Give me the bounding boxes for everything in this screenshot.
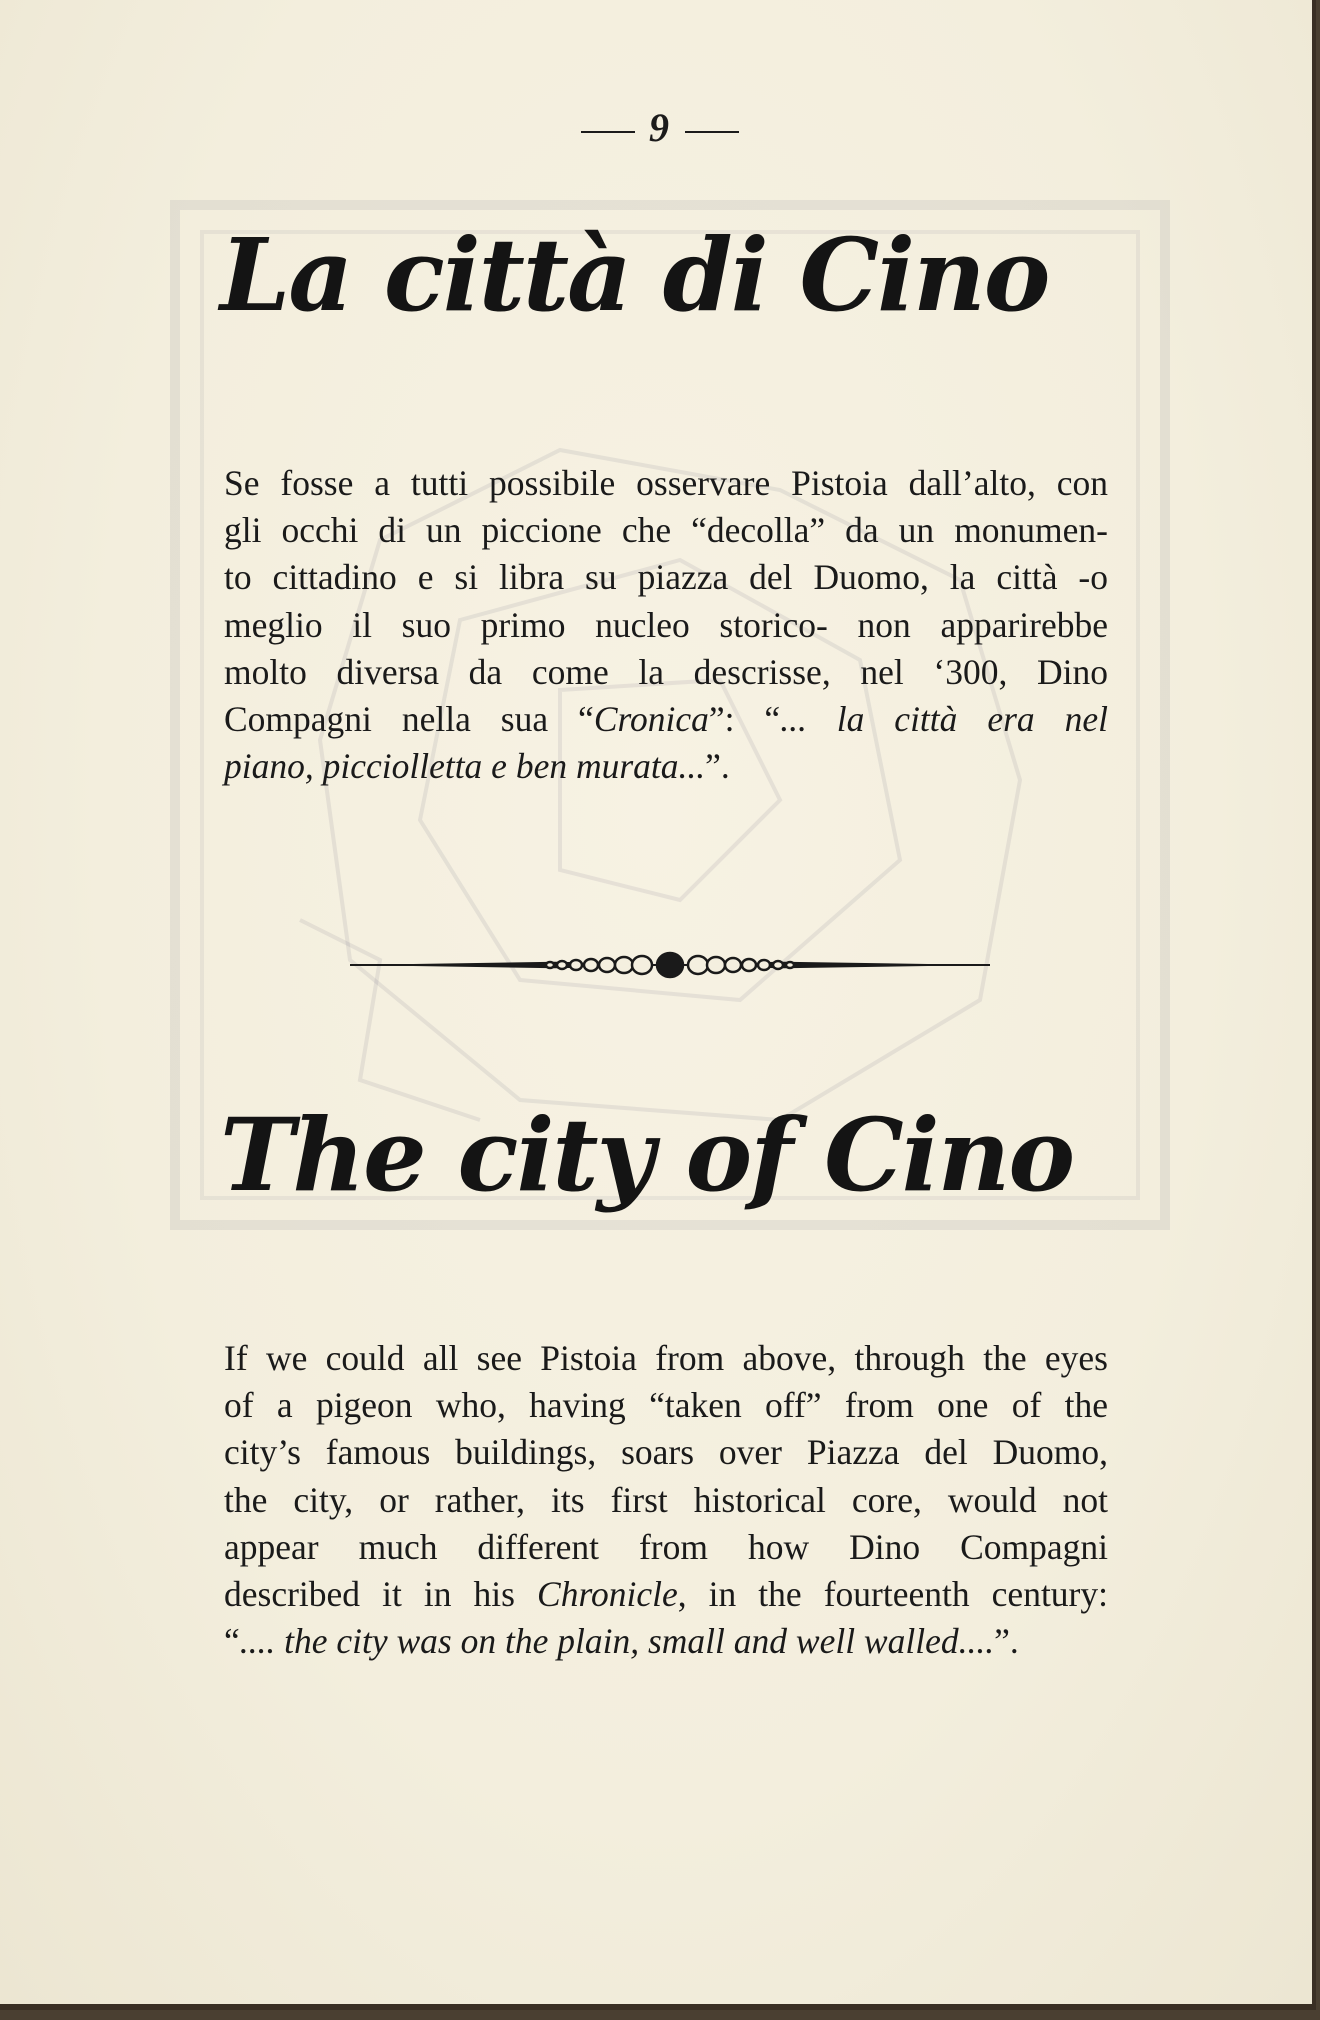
ornamental-divider — [350, 945, 990, 985]
english-line-3: city’s famous buildings, soars over Piazza del Duomo, — [224, 1432, 1108, 1473]
italian-line-4: meglio il suo primo nucleo storico- non apparirebbe — [224, 604, 1108, 645]
italian-line-3: to cittadino e si libra su piazza del Duomo, la città -o — [224, 557, 1108, 598]
english-line-7: “.... the city was on the plain, small and well walled....”. — [224, 1621, 1019, 1662]
italian-line-2: gli occhi di un piccione che “decolla” da un monumen- — [224, 510, 1108, 551]
italian-line-7: piano, picciolletta e ben murata...”. — [224, 746, 730, 787]
english-line-4: the city, or rather, its first historical core, would not — [224, 1479, 1108, 1520]
english-line-6: described it in his Chronicle, in the fourteenth century: — [224, 1574, 1108, 1615]
italian-line-6: Compagni nella sua “Cronica”: “... la città era nel — [224, 699, 1108, 740]
right-dash — [685, 131, 739, 133]
english-paragraph — [224, 1335, 1108, 1665]
italian-paragraph — [224, 460, 1108, 790]
page-number-value: 9 — [649, 105, 671, 150]
italian-heading: La città di Cino — [220, 216, 1049, 334]
page-number — [0, 104, 1320, 151]
left-dash — [581, 131, 635, 133]
english-heading: The city of Cino — [220, 1096, 1074, 1214]
italian-line-1: Se fosse a tutti possibile osservare Pistoia dall’alto, con — [224, 463, 1108, 503]
english-line-1: If we could all see Pistoia from above, through the eyes — [224, 1338, 1108, 1378]
italian-line-5: molto diversa da come la descrisse, nel ‘300, Dino — [224, 651, 1108, 692]
english-line-5: appear much different from how Dino Compagni — [224, 1526, 1108, 1567]
english-line-2: of a pigeon who, having “taken off” from one of the — [224, 1385, 1108, 1426]
